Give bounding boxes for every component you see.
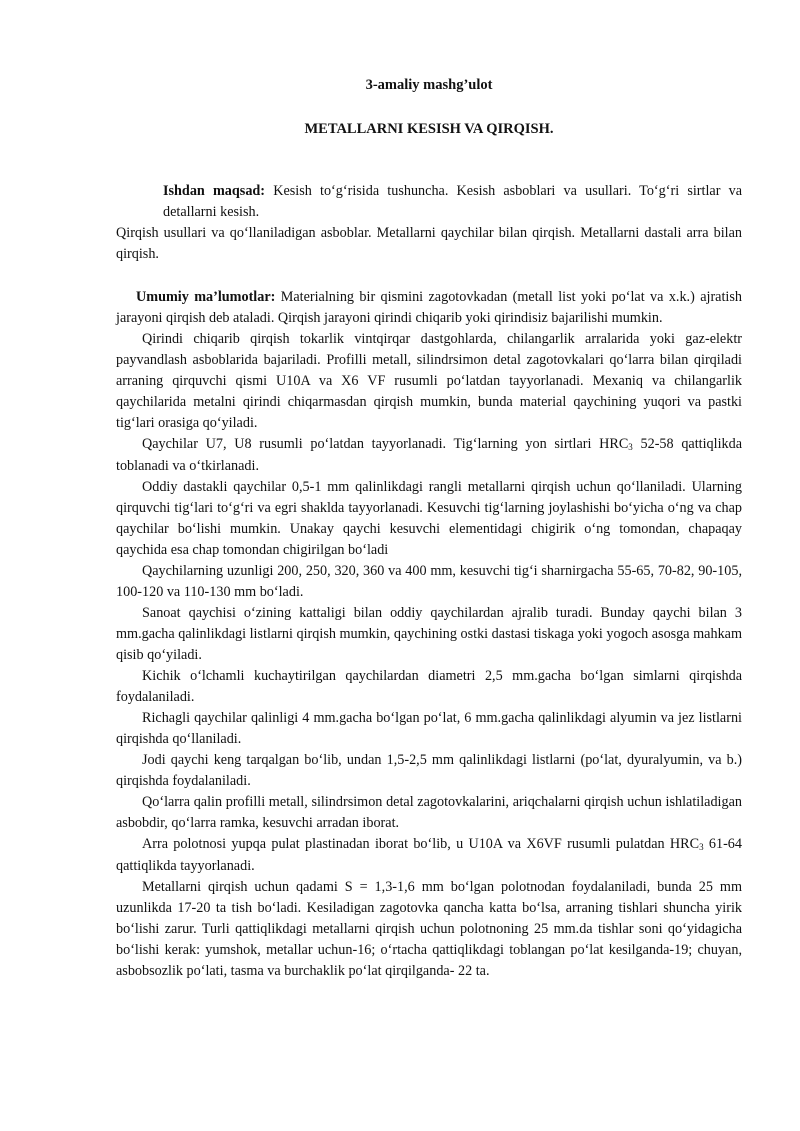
paragraph-10-text-b: 61-64 qattiqlikda tayyorlanadi. (116, 836, 742, 874)
paragraph-9: Qo‘larra qalin profilli metall, silindrsimon detal zagotovkalarini, ariqchalarni qirqish uchun ishlatiladigan asbobdir, qo‘larra ramka, kesuvchi arradan iborat. (116, 794, 742, 831)
paragraph-8: Jodi qaychi keng tarqalgan bo‘lib, undan 1,5-2,5 mm qalinlikdagi listlarni (po‘lat, dyuralyumin, va b.) qirqishda foydalaniladi. (116, 752, 742, 789)
paragraph-7: Richagli qaychilar qalinligi 4 mm.gacha bo‘lgan po‘lat, 6 mm.gacha qalinlikdagi alyumin va jez listlarni qirqishda qo‘llaniladi. (116, 710, 742, 747)
paragraph-2-subscript: 3 (628, 442, 633, 452)
general-label: Umumiy ma’lumotlar: (136, 289, 276, 305)
page-title: METALLARNI KESISH VA QIRQISH. (304, 121, 554, 137)
paragraph-10-subscript: 3 (699, 842, 704, 852)
lesson-number: 3-amaliy mashg’ulot (365, 77, 493, 93)
paragraph-2-text-b: 52-58 qattiqlikda toblanadi va o‘tkirlanadi. (116, 436, 742, 474)
paragraph-10 (116, 834, 742, 877)
paragraph-5: Sanoat qaychisi o‘zining kattaligi bilan oddiy qaychilardan ajralib turadi. Bunday qaychi bilan 3 mm.gacha qalinlikdagi listlarni qirqish mumkin, qaychining ostki dastasi tiskaga yoki yogoch asosga mahkam qisib qo‘yiladi. (116, 605, 742, 663)
paragraph-3: Oddiy dastakli qaychilar 0,5-1 mm qalinlikdagi rangli metallarni qirqish uchun qo‘llaniladi. Ularning qirquvchi tig‘lari to‘g‘ri va egri shaklda tayyorlanadi. Kesuvchi tig‘larning joylashishi bo‘yicha o‘ng va chap qaychilar bo‘lishi mumkin. Unakay qaychi kesuvchi elementidagi chigirik o‘ng tomondan, chapaqay qaychida esa chap tomondan chigirilgan bo‘ladi (116, 479, 742, 558)
paragraph-6: Kichik o‘lchamli kuchaytirilgan qaychilardan diametri 2,5 mm.gacha bo‘lgan simlarni qirqishda foydalaniladi. (116, 668, 742, 705)
document-body (116, 181, 742, 982)
paragraph-1: Qirindi chiqarib qirqish tokarlik vintqirqar dastgohlarda, chilangarlik arralarida yoki gaz-elektr payvandlash asboblarida bajariladi. Profilli metall, silindrsimon detal zagotovkalari qo‘larra bilan qirqiladi arraning qirquvchi qismi U10A va X6 VF rusumli po‘latdan tayyorlanadi. Mexaniq va chilangarlik qaychilarida metalni qirindi chiqarmasdan qirqish mumkin, bunda material qaychining yuqori va pastki tig‘lari orasiga qo‘yiladi. (116, 331, 742, 431)
general-text: Materialning bir qismini zagotovkadan (metall list yoki po‘lat va x.k.) ajratish jarayoni qirqish deb ataladi. Qirqish jarayoni qirindi chiqarib yoki qirindisiz bajarilishi mumkin. (116, 289, 742, 326)
spacer (116, 265, 742, 287)
paragraph-4: Qaychilarning uzunligi 200, 250, 320, 360 va 400 mm, kesuvchi tig‘i sharnirgacha 55-65, 70-82, 90-105, 100-120 va 110-130 mm bo‘ladi. (116, 563, 742, 600)
paragraph-11: Metallarni qirqish uchun qadami S = 1,3-1,6 mm bo‘lgan polotnodan foydalaniladi, bunda 25 mm uzunlikda 17-20 ta tish bo‘ladi. Kesiladigan zagotovka qancha katta bo‘lsa, arraning tishlari shuncha yirik bo‘lishi zarur. Turli qattiqlikdagi metallarni qirqish uchun polotnoning 25 mm.da tishlar soni qo‘yidagicha bo‘lishi kerak: yumshok, metallar uchun-16; o‘rtacha qattiqlikdagi toblangan po‘lat kesilganda-19; chuyan, asbobsozlik po‘lati, tasma va burchaklik po‘lat qirqilganda- 22 ta. (116, 879, 742, 979)
paragraph-2 (116, 434, 742, 477)
purpose-paragraph (116, 181, 742, 223)
purpose-label: Ishdan maqsad: (163, 183, 266, 199)
paragraph-2-text-a: Qaychilar U7, U8 rusumli po‘latdan tayyorlanadi. Tig‘larning yon sirtlari HRC (142, 436, 629, 452)
purpose-continuation: Qirqish usullari va qo‘llaniladigan asboblar. Metallarni qaychilar bilan qirqish. Metallarni dastali arra bilan qirqish. (116, 225, 742, 262)
paragraph-10-text-a: Arra polotnosi yupqa pulat plastinadan iborat bo‘lib, u U10A va X6VF rusumli pulatdan HRC (142, 836, 700, 852)
general-paragraph (116, 287, 742, 329)
purpose-text: Kesish to‘g‘risida tushuncha. Kesish asboblari va usullari. To‘g‘ri sirtlar va detallarni kesish. (163, 183, 742, 220)
